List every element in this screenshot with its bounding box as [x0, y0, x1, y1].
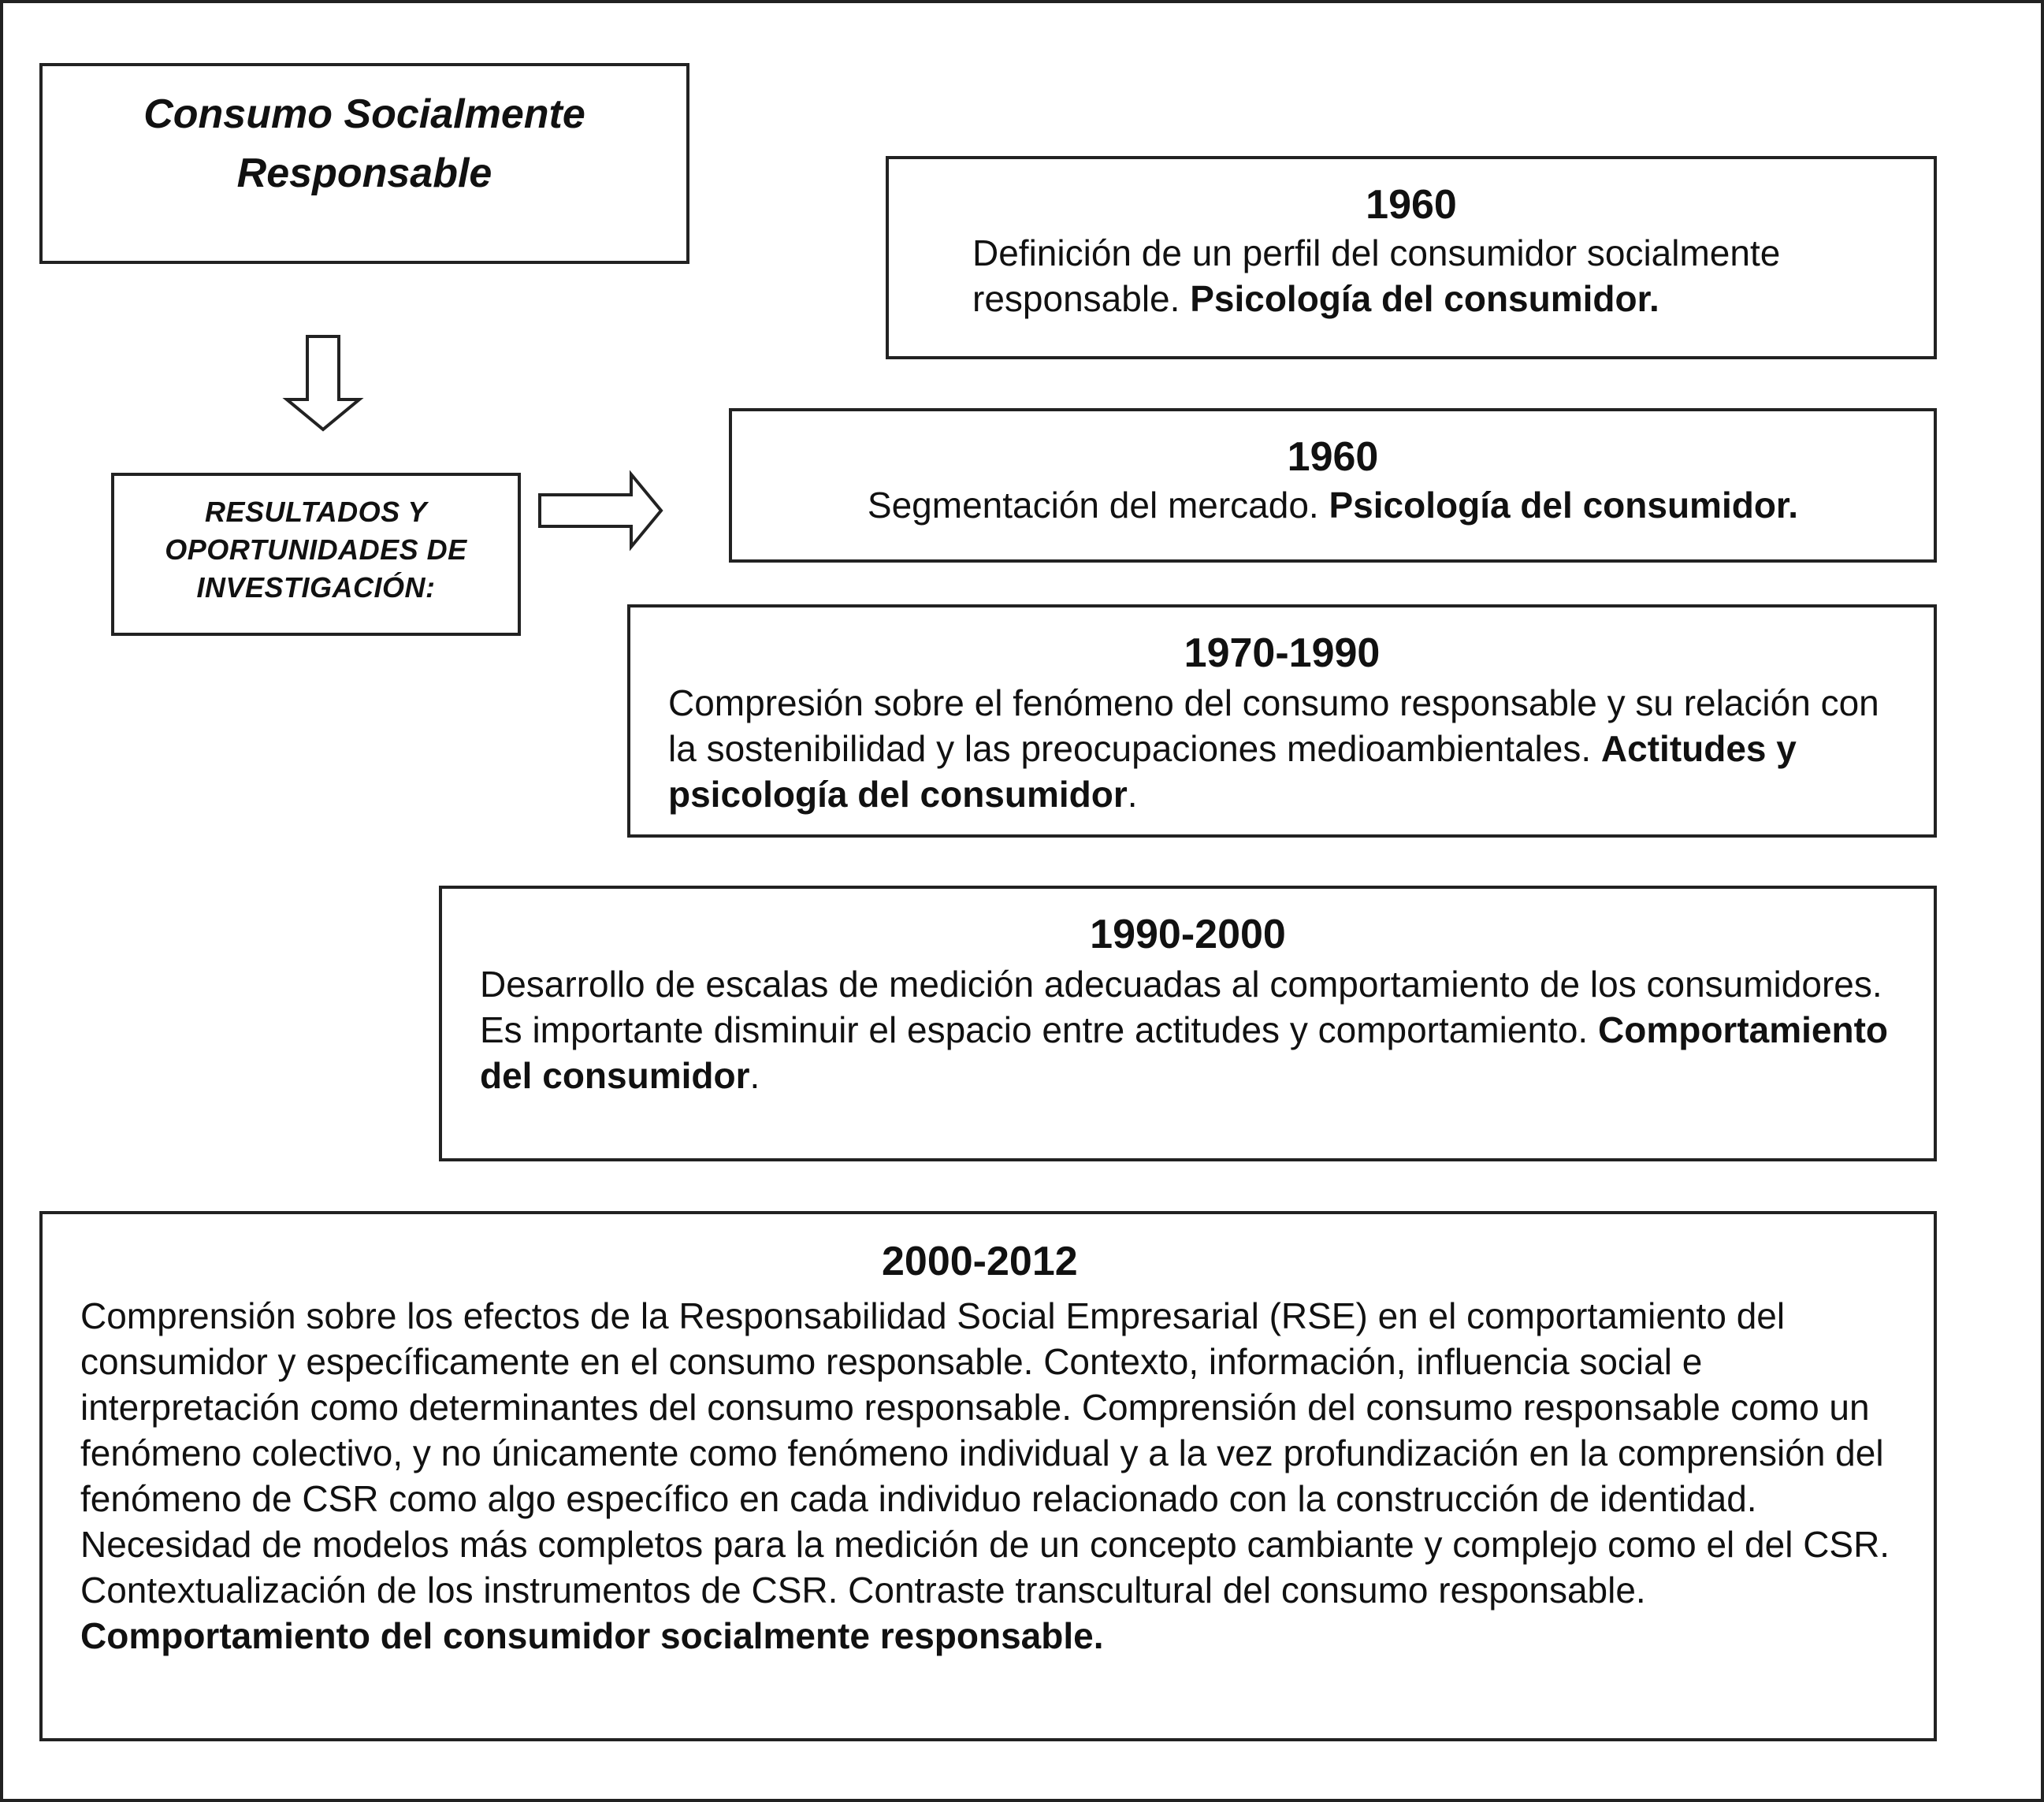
stage-text: Comprensión sobre los efectos de la Responsabilidad Social Empresarial (RSE) en el comportamiento del consumidor y específicamente en el consumo responsable. Contexto, información, influencia social e interpretación como determinantes del consumo responsable. Comprensión del consumo responsable como un fenómeno colectivo, y no únicamente como fenómeno individual y a la vez profundización en la comprensión del fenómeno de CSR como algo específico en cada individuo relacionado con la construcción de identidad. Necesidad de modelos más completos para la medición de un concepto cambiante y complejo como el del CSR. Contextualización de los instrumentos de CSR. Contraste transcultural del consumo responsable. [80, 1295, 1890, 1611]
stage-description [732, 482, 1934, 528]
stage-box-1970-1990 [627, 604, 1937, 838]
stage-description [668, 680, 1910, 817]
stage-text: Compresión sobre el fenómeno del consumo responsable y su relación con la sostenibilidad y las preocupaciones medioambientales. [668, 682, 1879, 769]
stage-description [480, 961, 1902, 1098]
stage-text: Segmentación del mercado. [867, 485, 1319, 526]
stage-text: Definición de un perfil del consumidor socialmente responsable. [972, 232, 1781, 319]
label-line-1: RESULTADOS Y [204, 496, 428, 528]
arrow-right-icon [538, 471, 664, 550]
stage-period: 1960 [1366, 182, 1457, 228]
stage-description [80, 1293, 1902, 1659]
stage-description [972, 230, 1902, 321]
stage-after: . [1127, 774, 1138, 815]
label-line-3: INVESTIGACIÓN: [196, 571, 436, 604]
stage-emphasis: Comportamiento del consumidor [480, 1009, 1888, 1096]
stage-box-2000-2012 [39, 1211, 1937, 1741]
title-line-1: Consumo Socialmente [143, 91, 585, 137]
stage-text: Desarrollo de escalas de medición adecuadas al comportamiento de los consumidores. Es importante disminuir el espacio entre actitudes y comportamiento. [480, 964, 1882, 1050]
stage-box-1960-segmentation [729, 408, 1937, 563]
stage-box-1960-profile [886, 156, 1937, 359]
title-line-2: Responsable [236, 150, 492, 196]
research-label-box [111, 473, 521, 636]
stage-period: 1990-2000 [1090, 912, 1286, 957]
stage-emphasis: Psicología del consumidor. [1190, 278, 1659, 319]
stage-emphasis: Psicología del consumidor. [1329, 485, 1799, 526]
stage-after: . [749, 1055, 760, 1096]
stage-period: 1970-1990 [1184, 630, 1381, 676]
stage-period: 1960 [1287, 434, 1379, 480]
title-box [39, 63, 689, 264]
stage-box-1990-2000 [439, 886, 1937, 1161]
stage-period: 2000-2012 [882, 1239, 1078, 1284]
label-line-2: OPORTUNIDADES DE [165, 533, 467, 566]
stage-emphasis: Comportamiento del consumidor socialmente responsable. [80, 1615, 1104, 1656]
arrow-down-icon [284, 335, 362, 433]
stage-emphasis: Actitudes y psicología del consumidor [668, 728, 1797, 815]
